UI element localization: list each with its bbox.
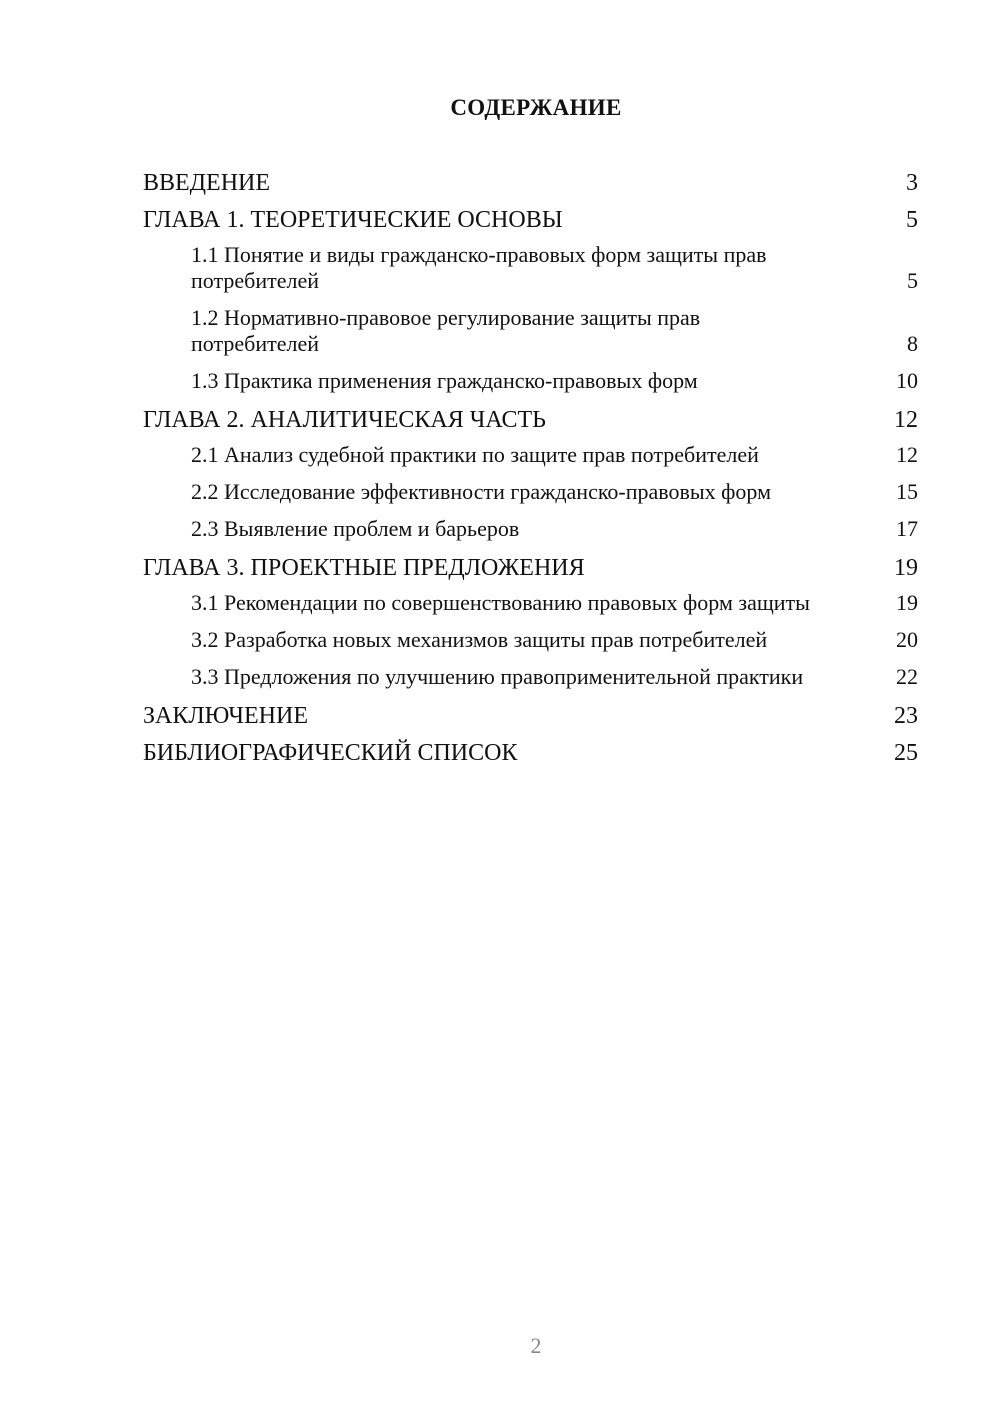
- toc-entry-page: 17: [896, 516, 918, 541]
- toc-entry-page: 3: [906, 170, 918, 196]
- toc-entry-introduction: [143, 168, 918, 199]
- toc-entry-section-3-2: [143, 627, 918, 653]
- toc-entry-page: 25: [894, 740, 918, 766]
- toc-entry-section-2-2: [143, 479, 918, 505]
- toc-entry-page: 5: [906, 207, 918, 233]
- toc-entry-title: 2.2 Исследование эффективности гражданско-правовых форм: [191, 479, 772, 504]
- toc-entry-title: ГЛАВА 2. АНАЛИТИЧЕСКАЯ ЧАСТЬ: [143, 407, 546, 433]
- table-of-contents: [143, 168, 918, 775]
- toc-entry-section-1-3: [143, 368, 918, 394]
- toc-entry-title: БИБЛИОГРАФИЧЕСКИЙ СПИСОК: [143, 740, 518, 766]
- toc-entry-section-3-1: [143, 590, 918, 616]
- toc-entry-chapter-2: [143, 405, 918, 436]
- toc-entry-title: 2.3 Выявление проблем и барьеров: [191, 516, 520, 541]
- toc-entry-title: 3.1 Рекомендации по совершенствованию правовых форм защиты: [191, 590, 810, 615]
- toc-entry-section-1-2: [143, 305, 918, 357]
- toc-entry-bibliography: [143, 738, 918, 769]
- toc-entry-section-3-3: [143, 664, 918, 690]
- toc-entry-page: 15: [896, 479, 918, 504]
- toc-entry-section-2-1: [143, 442, 918, 468]
- toc-entry-title: 1.2 Нормативно-правовое регулирование защиты прав потребителей: [191, 305, 701, 356]
- toc-entry-page: 19: [894, 555, 918, 581]
- toc-entry-page: 10: [896, 368, 918, 393]
- toc-entry-title: ГЛАВА 3. ПРОЕКТНЫЕ ПРЕДЛОЖЕНИЯ: [143, 555, 585, 581]
- toc-entry-page: 12: [894, 407, 918, 433]
- toc-entry-chapter-1: [143, 205, 918, 236]
- toc-entry-page: 19: [896, 590, 918, 615]
- toc-entry-section-2-3: [143, 516, 918, 542]
- toc-entry-title: ВВЕДЕНИЕ: [143, 170, 271, 196]
- page-number: 2: [530, 1333, 542, 1358]
- toc-entry-title: ЗАКЛЮЧЕНИЕ: [143, 703, 308, 729]
- toc-entry-page: 12: [896, 442, 918, 467]
- toc-entry-conclusion: [143, 701, 918, 732]
- toc-entry-title: 1.1 Понятие и виды гражданско-правовых форм защиты прав потребителей: [191, 242, 767, 293]
- page-title: СОДЕРЖАНИЕ: [450, 95, 622, 120]
- toc-entry-page: 8: [907, 331, 918, 356]
- toc-entry-page: 22: [896, 664, 918, 689]
- toc-entry-page: 5: [907, 268, 918, 293]
- toc-entry-title: 2.1 Анализ судебной практики по защите прав потребителей: [191, 442, 759, 467]
- toc-entry-title: 3.2 Разработка новых механизмов защиты прав потребителей: [191, 627, 768, 652]
- toc-entry-section-1-1: [143, 242, 918, 294]
- toc-entry-title: 1.3 Практика применения гражданско-правовых форм: [191, 368, 698, 393]
- toc-entry-page: 20: [896, 627, 918, 652]
- toc-entry-chapter-3: [143, 553, 918, 584]
- toc-entry-title: ГЛАВА 1. ТЕОРЕТИЧЕСКИЕ ОСНОВЫ: [143, 207, 563, 233]
- toc-entry-page: 23: [894, 703, 918, 729]
- toc-entry-title: 3.3 Предложения по улучшению правоприменительной практики: [191, 664, 804, 689]
